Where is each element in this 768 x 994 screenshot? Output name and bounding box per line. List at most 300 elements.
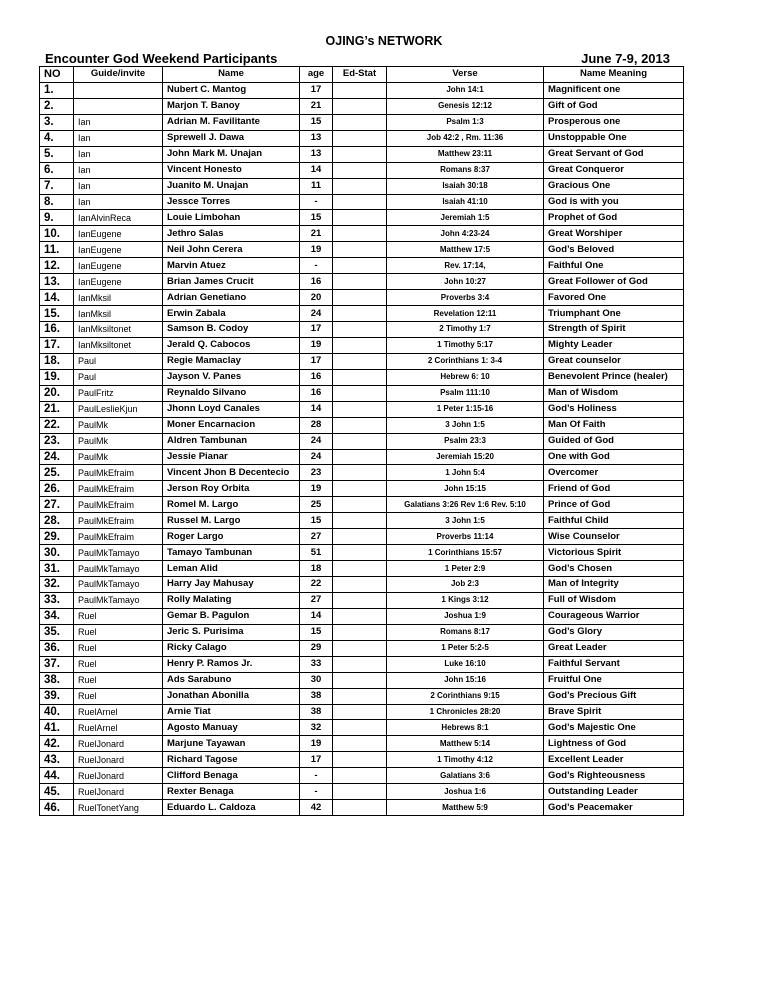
verse-cell: Matthew 17:5 — [387, 242, 544, 258]
table-row — [40, 577, 684, 593]
row-number: 42. — [40, 736, 74, 752]
verse-cell: Hebrew 6: 10 — [387, 369, 544, 385]
age-cell: 38 — [300, 704, 333, 720]
age-cell: 23 — [300, 465, 333, 481]
ed-stat-cell — [333, 736, 387, 752]
verse-cell: John 4:23-24 — [387, 226, 544, 242]
ed-stat-cell — [333, 577, 387, 593]
verse-cell: Psalm 111:10 — [387, 385, 544, 401]
table-row — [40, 258, 684, 274]
verse-cell: Luke 16:10 — [387, 656, 544, 672]
name-meaning-cell: Wise Counselor — [544, 529, 684, 545]
ed-stat-cell — [333, 433, 387, 449]
name-meaning-cell: Mighty Leader — [544, 337, 684, 353]
guide-cell: Ruel — [74, 688, 163, 704]
row-number: 28. — [40, 513, 74, 529]
row-number: 25. — [40, 465, 74, 481]
row-number: 1. — [40, 82, 74, 98]
ed-stat-cell — [333, 752, 387, 768]
verse-cell: Revelation 12:11 — [387, 306, 544, 322]
age-cell: 17 — [300, 82, 333, 98]
age-cell: 15 — [300, 513, 333, 529]
table-row — [40, 656, 684, 672]
age-cell: 28 — [300, 417, 333, 433]
row-number: 33. — [40, 592, 74, 608]
participant-name: Jerald Q. Cabocos — [163, 337, 300, 353]
row-number: 21. — [40, 401, 74, 417]
name-meaning-cell: Faithful One — [544, 258, 684, 274]
guide-cell: Ian — [74, 162, 163, 178]
guide-cell: PaulMkEfraim — [74, 529, 163, 545]
verse-cell: Matthew 5:9 — [387, 800, 544, 816]
name-meaning-cell: Unstoppable One — [544, 130, 684, 146]
row-number: 27. — [40, 497, 74, 513]
participant-name: Ads Sarabuno — [163, 672, 300, 688]
name-meaning-cell: Strength of Spirit — [544, 322, 684, 338]
name-meaning-cell: Excellent Leader — [544, 752, 684, 768]
guide-cell: PaulMkEfraim — [74, 497, 163, 513]
age-cell: 29 — [300, 640, 333, 656]
name-meaning-cell: Prophet of God — [544, 210, 684, 226]
participant-name: Eduardo L. Caldoza — [163, 800, 300, 816]
name-meaning-cell: Guided of God — [544, 433, 684, 449]
table-row — [40, 385, 684, 401]
ed-stat-cell — [333, 82, 387, 98]
participant-name: Henry P. Ramos Jr. — [163, 656, 300, 672]
verse-cell: Proverbs 11:14 — [387, 529, 544, 545]
row-number: 17. — [40, 337, 74, 353]
age-cell: 21 — [300, 226, 333, 242]
verse-cell: John 15:15 — [387, 481, 544, 497]
ed-stat-cell — [333, 114, 387, 130]
row-number: 35. — [40, 624, 74, 640]
participant-name: Roger Largo — [163, 529, 300, 545]
ed-stat-cell — [333, 226, 387, 242]
table-row — [40, 242, 684, 258]
verse-cell: 1 John 5:4 — [387, 465, 544, 481]
guide-cell: RuelArnel — [74, 720, 163, 736]
age-cell: 42 — [300, 800, 333, 816]
name-meaning-cell: Great Leader — [544, 640, 684, 656]
row-number: 3. — [40, 114, 74, 130]
guide-cell: RuelJonard — [74, 768, 163, 784]
column-header-age: age — [300, 67, 333, 83]
table-row — [40, 178, 684, 194]
row-number: 43. — [40, 752, 74, 768]
verse-cell: 2 Corinthians 9:15 — [387, 688, 544, 704]
table-row — [40, 481, 684, 497]
name-meaning-cell: God’s Beloved — [544, 242, 684, 258]
guide-cell: PaulLeslieKjun — [74, 401, 163, 417]
table-row — [40, 800, 684, 816]
name-meaning-cell: Great Conqueror — [544, 162, 684, 178]
verse-cell: 1 Peter 5:2-5 — [387, 640, 544, 656]
age-cell: 17 — [300, 322, 333, 338]
guide-cell: Ian — [74, 146, 163, 162]
guide-cell — [74, 82, 163, 98]
guide-cell: Ruel — [74, 624, 163, 640]
name-meaning-cell: Man of Wisdom — [544, 385, 684, 401]
ed-stat-cell — [333, 353, 387, 369]
row-number: 6. — [40, 162, 74, 178]
table-row — [40, 768, 684, 784]
guide-cell: PaulMk — [74, 449, 163, 465]
age-cell: 17 — [300, 752, 333, 768]
age-cell: 25 — [300, 497, 333, 513]
name-meaning-cell: One with God — [544, 449, 684, 465]
age-cell: 24 — [300, 449, 333, 465]
column-header-ed-stat: Ed-Stat — [333, 67, 387, 83]
guide-cell: IanEugene — [74, 242, 163, 258]
guide-cell: IanEugene — [74, 274, 163, 290]
participant-name: Erwin Zabala — [163, 306, 300, 322]
ed-stat-cell — [333, 561, 387, 577]
guide-cell: RuelArnel — [74, 704, 163, 720]
guide-cell: PaulMkTamayo — [74, 545, 163, 561]
verse-cell: Job 2:3 — [387, 577, 544, 593]
age-cell: 21 — [300, 98, 333, 114]
row-number: 44. — [40, 768, 74, 784]
name-meaning-cell: Overcomer — [544, 465, 684, 481]
row-number: 32. — [40, 577, 74, 593]
ed-stat-cell — [333, 704, 387, 720]
name-meaning-cell: Great counselor — [544, 353, 684, 369]
guide-cell: Ruel — [74, 656, 163, 672]
participant-name: Arnie Tiat — [163, 704, 300, 720]
table-header-row — [40, 67, 684, 83]
verse-cell: Galatians 3:26 Rev 1:6 Rev. 5:10 — [387, 497, 544, 513]
table-row — [40, 98, 684, 114]
table-row — [40, 513, 684, 529]
row-number: 37. — [40, 656, 74, 672]
participant-name: Reynaldo Silvano — [163, 385, 300, 401]
name-meaning-cell: God’s Holiness — [544, 401, 684, 417]
ed-stat-cell — [333, 624, 387, 640]
column-header-verse: Verse — [387, 67, 544, 83]
participant-name: Regie Mamaclay — [163, 353, 300, 369]
name-meaning-cell: Outstanding Leader — [544, 784, 684, 800]
participant-name: Leman Alid — [163, 561, 300, 577]
guide-cell: IanMksiltonet — [74, 337, 163, 353]
name-meaning-cell: God’s Righteousness — [544, 768, 684, 784]
age-cell: - — [300, 194, 333, 210]
verse-cell: Genesis 12:12 — [387, 98, 544, 114]
guide-cell: PaulMkEfraim — [74, 513, 163, 529]
row-number: 29. — [40, 529, 74, 545]
guide-cell: PaulMkTamayo — [74, 592, 163, 608]
table-row — [40, 274, 684, 290]
participant-name: Marjon T. Banoy — [163, 98, 300, 114]
age-cell: 16 — [300, 274, 333, 290]
verse-cell: 1 Kings 3:12 — [387, 592, 544, 608]
verse-cell: 1 Timothy 4:12 — [387, 752, 544, 768]
ed-stat-cell — [333, 369, 387, 385]
table-row — [40, 640, 684, 656]
name-meaning-cell: Full of Wisdom — [544, 592, 684, 608]
row-number: 34. — [40, 608, 74, 624]
table-row — [40, 672, 684, 688]
ed-stat-cell — [333, 497, 387, 513]
participant-name: Marvin Atuez — [163, 258, 300, 274]
table-row — [40, 592, 684, 608]
guide-cell: Ruel — [74, 608, 163, 624]
guide-cell: Paul — [74, 369, 163, 385]
verse-cell: 1 Peter 1:15-16 — [387, 401, 544, 417]
column-header-no: NO — [40, 67, 74, 83]
age-cell: 33 — [300, 656, 333, 672]
guide-cell: PaulMkEfraim — [74, 465, 163, 481]
table-row — [40, 210, 684, 226]
ed-stat-cell — [333, 800, 387, 816]
ed-stat-cell — [333, 465, 387, 481]
ed-stat-cell — [333, 656, 387, 672]
participant-name: Jessce Torres — [163, 194, 300, 210]
guide-cell — [74, 98, 163, 114]
verse-cell: Joshua 1:9 — [387, 608, 544, 624]
age-cell: 30 — [300, 672, 333, 688]
participant-name: Richard Tagose — [163, 752, 300, 768]
participant-name: Harry Jay Mahusay — [163, 577, 300, 593]
participant-name: Vincent Honesto — [163, 162, 300, 178]
name-meaning-cell: Faithful Child — [544, 513, 684, 529]
name-meaning-cell: Friend of God — [544, 481, 684, 497]
ed-stat-cell — [333, 529, 387, 545]
row-number: 18. — [40, 353, 74, 369]
table-row — [40, 82, 684, 98]
guide-cell: PaulMk — [74, 417, 163, 433]
participant-name: Jerson Roy Orbita — [163, 481, 300, 497]
row-number: 36. — [40, 640, 74, 656]
table-row — [40, 688, 684, 704]
verse-cell: 1 Timothy 5:17 — [387, 337, 544, 353]
ed-stat-cell — [333, 337, 387, 353]
participant-name: Samson B. Codoy — [163, 322, 300, 338]
row-number: 7. — [40, 178, 74, 194]
table-row — [40, 401, 684, 417]
verse-cell: Joshua 1:6 — [387, 784, 544, 800]
event-date: June 7-9, 2013 — [581, 51, 670, 66]
name-meaning-cell: God’s Majestic One — [544, 720, 684, 736]
participant-name: Moner Encarnacion — [163, 417, 300, 433]
age-cell: 18 — [300, 561, 333, 577]
name-meaning-cell: Great Worshiper — [544, 226, 684, 242]
row-number: 4. — [40, 130, 74, 146]
row-number: 45. — [40, 784, 74, 800]
age-cell: 19 — [300, 481, 333, 497]
name-meaning-cell: God’s Chosen — [544, 561, 684, 577]
participant-name: Nubert C. Mantog — [163, 82, 300, 98]
age-cell: 13 — [300, 146, 333, 162]
participants-table — [39, 66, 684, 816]
name-meaning-cell: Faithful Servant — [544, 656, 684, 672]
guide-cell: PaulMkTamayo — [74, 577, 163, 593]
ed-stat-cell — [333, 322, 387, 338]
table-row — [40, 784, 684, 800]
participant-name: Russel M. Largo — [163, 513, 300, 529]
row-number: 20. — [40, 385, 74, 401]
table-row — [40, 306, 684, 322]
table-row — [40, 497, 684, 513]
ed-stat-cell — [333, 130, 387, 146]
ed-stat-cell — [333, 162, 387, 178]
column-header-guide: Guide/invite — [74, 67, 163, 83]
guide-cell: IanEugene — [74, 258, 163, 274]
age-cell: 14 — [300, 401, 333, 417]
column-header-name: Name — [163, 67, 300, 83]
verse-cell: 3 John 1:5 — [387, 417, 544, 433]
participant-name: Juanito M. Unajan — [163, 178, 300, 194]
row-number: 38. — [40, 672, 74, 688]
name-meaning-cell: Brave Spirit — [544, 704, 684, 720]
age-cell: - — [300, 768, 333, 784]
ed-stat-cell — [333, 784, 387, 800]
table-row — [40, 561, 684, 577]
participant-name: Brian James Crucit — [163, 274, 300, 290]
guide-cell: PaulMkEfraim — [74, 481, 163, 497]
ed-stat-cell — [333, 449, 387, 465]
ed-stat-cell — [333, 545, 387, 561]
age-cell: 17 — [300, 353, 333, 369]
guide-cell: RuelJonard — [74, 752, 163, 768]
name-meaning-cell: Great Follower of God — [544, 274, 684, 290]
verse-cell: 1 Peter 2:9 — [387, 561, 544, 577]
table-row — [40, 720, 684, 736]
participant-name: Adrian M. Favilitante — [163, 114, 300, 130]
age-cell: - — [300, 784, 333, 800]
ed-stat-cell — [333, 242, 387, 258]
verse-cell: Romans 8:17 — [387, 624, 544, 640]
row-number: 10. — [40, 226, 74, 242]
verse-cell: Galatians 3:6 — [387, 768, 544, 784]
table-row — [40, 162, 684, 178]
age-cell: 15 — [300, 624, 333, 640]
guide-cell: IanMksil — [74, 306, 163, 322]
table-row — [40, 194, 684, 210]
ed-stat-cell — [333, 768, 387, 784]
table-row — [40, 353, 684, 369]
age-cell: 14 — [300, 162, 333, 178]
guide-cell: PaulMk — [74, 433, 163, 449]
participant-name: Jeric S. Purisima — [163, 624, 300, 640]
name-meaning-cell: Man of Integrity — [544, 577, 684, 593]
participant-name: Jonathan Abonilla — [163, 688, 300, 704]
participant-name: Ricky Calago — [163, 640, 300, 656]
name-meaning-cell: Courageous Warrior — [544, 608, 684, 624]
document-subtitle: Encounter God Weekend Participants — [45, 51, 278, 66]
ed-stat-cell — [333, 592, 387, 608]
guide-cell: RuelTonetYang — [74, 800, 163, 816]
guide-cell: RuelJonard — [74, 736, 163, 752]
ed-stat-cell — [333, 401, 387, 417]
row-number: 39. — [40, 688, 74, 704]
table-row — [40, 226, 684, 242]
ed-stat-cell — [333, 608, 387, 624]
verse-cell: Isaiah 41:10 — [387, 194, 544, 210]
name-meaning-cell: Lightness of God — [544, 736, 684, 752]
verse-cell: 3 John 1:5 — [387, 513, 544, 529]
guide-cell: Ian — [74, 178, 163, 194]
row-number: 9. — [40, 210, 74, 226]
row-number: 40. — [40, 704, 74, 720]
table-row — [40, 465, 684, 481]
verse-cell: Psalm 1:3 — [387, 114, 544, 130]
table-row — [40, 114, 684, 130]
column-header-name-meaning: Name Meaning — [544, 67, 684, 83]
name-meaning-cell: Great Servant of God — [544, 146, 684, 162]
ed-stat-cell — [333, 640, 387, 656]
verse-cell: Job 42:2 , Rm. 11:36 — [387, 130, 544, 146]
verse-cell: John 14:1 — [387, 82, 544, 98]
verse-cell: Matthew 5:14 — [387, 736, 544, 752]
age-cell: 27 — [300, 529, 333, 545]
row-number: 22. — [40, 417, 74, 433]
row-number: 12. — [40, 258, 74, 274]
table-row — [40, 290, 684, 306]
row-number: 23. — [40, 433, 74, 449]
verse-cell: Hebrews 8:1 — [387, 720, 544, 736]
ed-stat-cell — [333, 194, 387, 210]
age-cell: 16 — [300, 385, 333, 401]
participant-name: Jessie Pianar — [163, 449, 300, 465]
row-number: 41. — [40, 720, 74, 736]
table-row — [40, 322, 684, 338]
verse-cell: Matthew 23:11 — [387, 146, 544, 162]
ed-stat-cell — [333, 146, 387, 162]
name-meaning-cell: Gracious One — [544, 178, 684, 194]
row-number: 46. — [40, 800, 74, 816]
name-meaning-cell: Fruitful One — [544, 672, 684, 688]
ed-stat-cell — [333, 178, 387, 194]
table-row — [40, 433, 684, 449]
table-row — [40, 608, 684, 624]
guide-cell: IanMksiltonet — [74, 322, 163, 338]
ed-stat-cell — [333, 210, 387, 226]
guide-cell: PaulFritz — [74, 385, 163, 401]
row-number: 26. — [40, 481, 74, 497]
name-meaning-cell: Prosperous one — [544, 114, 684, 130]
row-number: 11. — [40, 242, 74, 258]
guide-cell: Ruel — [74, 640, 163, 656]
participant-name: Romel M. Largo — [163, 497, 300, 513]
name-meaning-cell: God’s Peacemaker — [544, 800, 684, 816]
participant-name: Jethro Salas — [163, 226, 300, 242]
participant-name: Tamayo Tambunan — [163, 545, 300, 561]
verse-cell: Psalm 23:3 — [387, 433, 544, 449]
name-meaning-cell: Triumphant One — [544, 306, 684, 322]
row-number: 19. — [40, 369, 74, 385]
table-row — [40, 545, 684, 561]
verse-cell: Romans 8:37 — [387, 162, 544, 178]
table-row — [40, 417, 684, 433]
age-cell: 22 — [300, 577, 333, 593]
verse-cell: Proverbs 3:4 — [387, 290, 544, 306]
ed-stat-cell — [333, 672, 387, 688]
row-number: 8. — [40, 194, 74, 210]
verse-cell: Rev. 17:14, — [387, 258, 544, 274]
row-number: 14. — [40, 290, 74, 306]
verse-cell: 1 Chronicles 28:20 — [387, 704, 544, 720]
name-meaning-cell: God’s Precious Gift — [544, 688, 684, 704]
ed-stat-cell — [333, 98, 387, 114]
guide-cell: RuelJonard — [74, 784, 163, 800]
table-row — [40, 449, 684, 465]
age-cell: 20 — [300, 290, 333, 306]
age-cell: 51 — [300, 545, 333, 561]
ed-stat-cell — [333, 258, 387, 274]
participant-name: Jayson V. Panes — [163, 369, 300, 385]
ed-stat-cell — [333, 306, 387, 322]
ed-stat-cell — [333, 688, 387, 704]
